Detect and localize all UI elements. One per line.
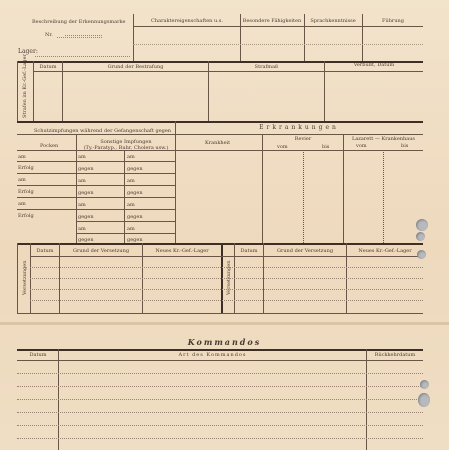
vacc-mid-row: am [78,154,86,160]
languages-label: Sprachkenntnisse [310,18,356,24]
illnesses-section-label: Erkrankungen [259,124,339,131]
vacc-right-row: am [127,178,135,184]
transfer-reason-header-left: Grund der Versetzung [72,248,130,254]
vacc-right-row: am [127,202,135,208]
nr-line [57,37,102,38]
transfer-reason-header-right: Grund der Versetzung [276,248,334,254]
lazarett-from: vom [356,143,367,149]
vacc-right-row: gegen [127,237,143,243]
vacc-mid-row: gegen [78,237,94,243]
vacc-left-row: am [18,177,26,183]
vacc-mid-row: gegen [78,214,94,220]
vacc-right-row: gegen [127,214,143,220]
vacc-mid-row: gegen [78,190,94,196]
vacc-left-row: am [18,201,26,207]
lager-label: Lager: [18,48,38,55]
kommando-return-header: Rückkehrdatum [374,352,416,358]
transfer-camp-header-left: Neues Kr.-Gef.-Lager [155,248,209,254]
other-vacc-header: Sonstige Impfungen [100,139,152,145]
revier-to: bis [322,144,330,150]
vacc-right-row: am [127,226,135,232]
vacc-left-row: Erfolg [18,165,34,171]
card-fold [0,322,449,325]
punishments-side-label: Strafen im Kr.-Gef.-Lager [22,54,28,118]
punch-hole [416,232,425,241]
lazarett-to: bis [401,143,409,149]
punch-hole [416,219,428,231]
kommando-date-header: Datum [29,352,47,358]
vaccinations-section-label: Schutzimpfungen während der Gefangenschaft gegen [34,128,172,134]
vacc-right-row: gegen [127,166,143,172]
illness-header: Krankheit [205,140,231,146]
punish-served-header: Verbüßt, Datum [353,62,395,68]
vacc-mid-row: am [78,202,86,208]
abilities-label: Besondere Fähigkeiten [242,18,302,24]
kommando-type-header: Art des Kommandos [178,352,247,358]
transfers-side-label-right: Versetzungen [226,260,232,295]
punish-date-header: Datum [39,64,57,70]
transfer-date-header-left: Datum [36,248,54,254]
transfer-date-header-right: Datum [240,248,258,254]
vacc-right-row: gegen [127,190,143,196]
punish-reason-header: Grund der Bestrafung [107,64,164,70]
other-vacc-subheader: (Ty.-Paratyp., Ruhr, Cholera usw.) [83,145,169,151]
vacc-left-row: Erfolg [18,213,34,219]
revier-header: Revier [294,136,312,142]
lazarett-header: Lazarett — Krankenhaus [352,136,415,142]
punish-penalty-header: Strafmaß [254,64,279,70]
character-label: Charaktereigenschaften u.s. [151,18,223,24]
revier-from: vom [277,144,288,150]
nr-label: Nr. [45,32,53,38]
punch-hole [420,380,429,389]
vacc-left-row: am [18,154,26,160]
transfer-camp-header-right: Neues Kr.-Gef.-Lager [358,248,412,254]
kommandos-title: Kommandos [187,337,262,347]
punch-hole [418,393,430,407]
vacc-right-row: am [127,154,135,160]
vacc-mid-row: am [78,178,86,184]
vacc-mid-row: am [78,226,86,232]
conduct-label: Führung [382,18,404,24]
vacc-mid-row: gegen [78,166,94,172]
transfers-side-label-left: Versetzungen [22,260,28,295]
lager-line [35,56,130,57]
vacc-left-row: Erfolg [18,189,34,195]
pocken-header: Pocken [40,143,59,149]
punch-hole [417,250,426,259]
description-label: Beschreibung der Erkennungsmarke [32,19,126,25]
